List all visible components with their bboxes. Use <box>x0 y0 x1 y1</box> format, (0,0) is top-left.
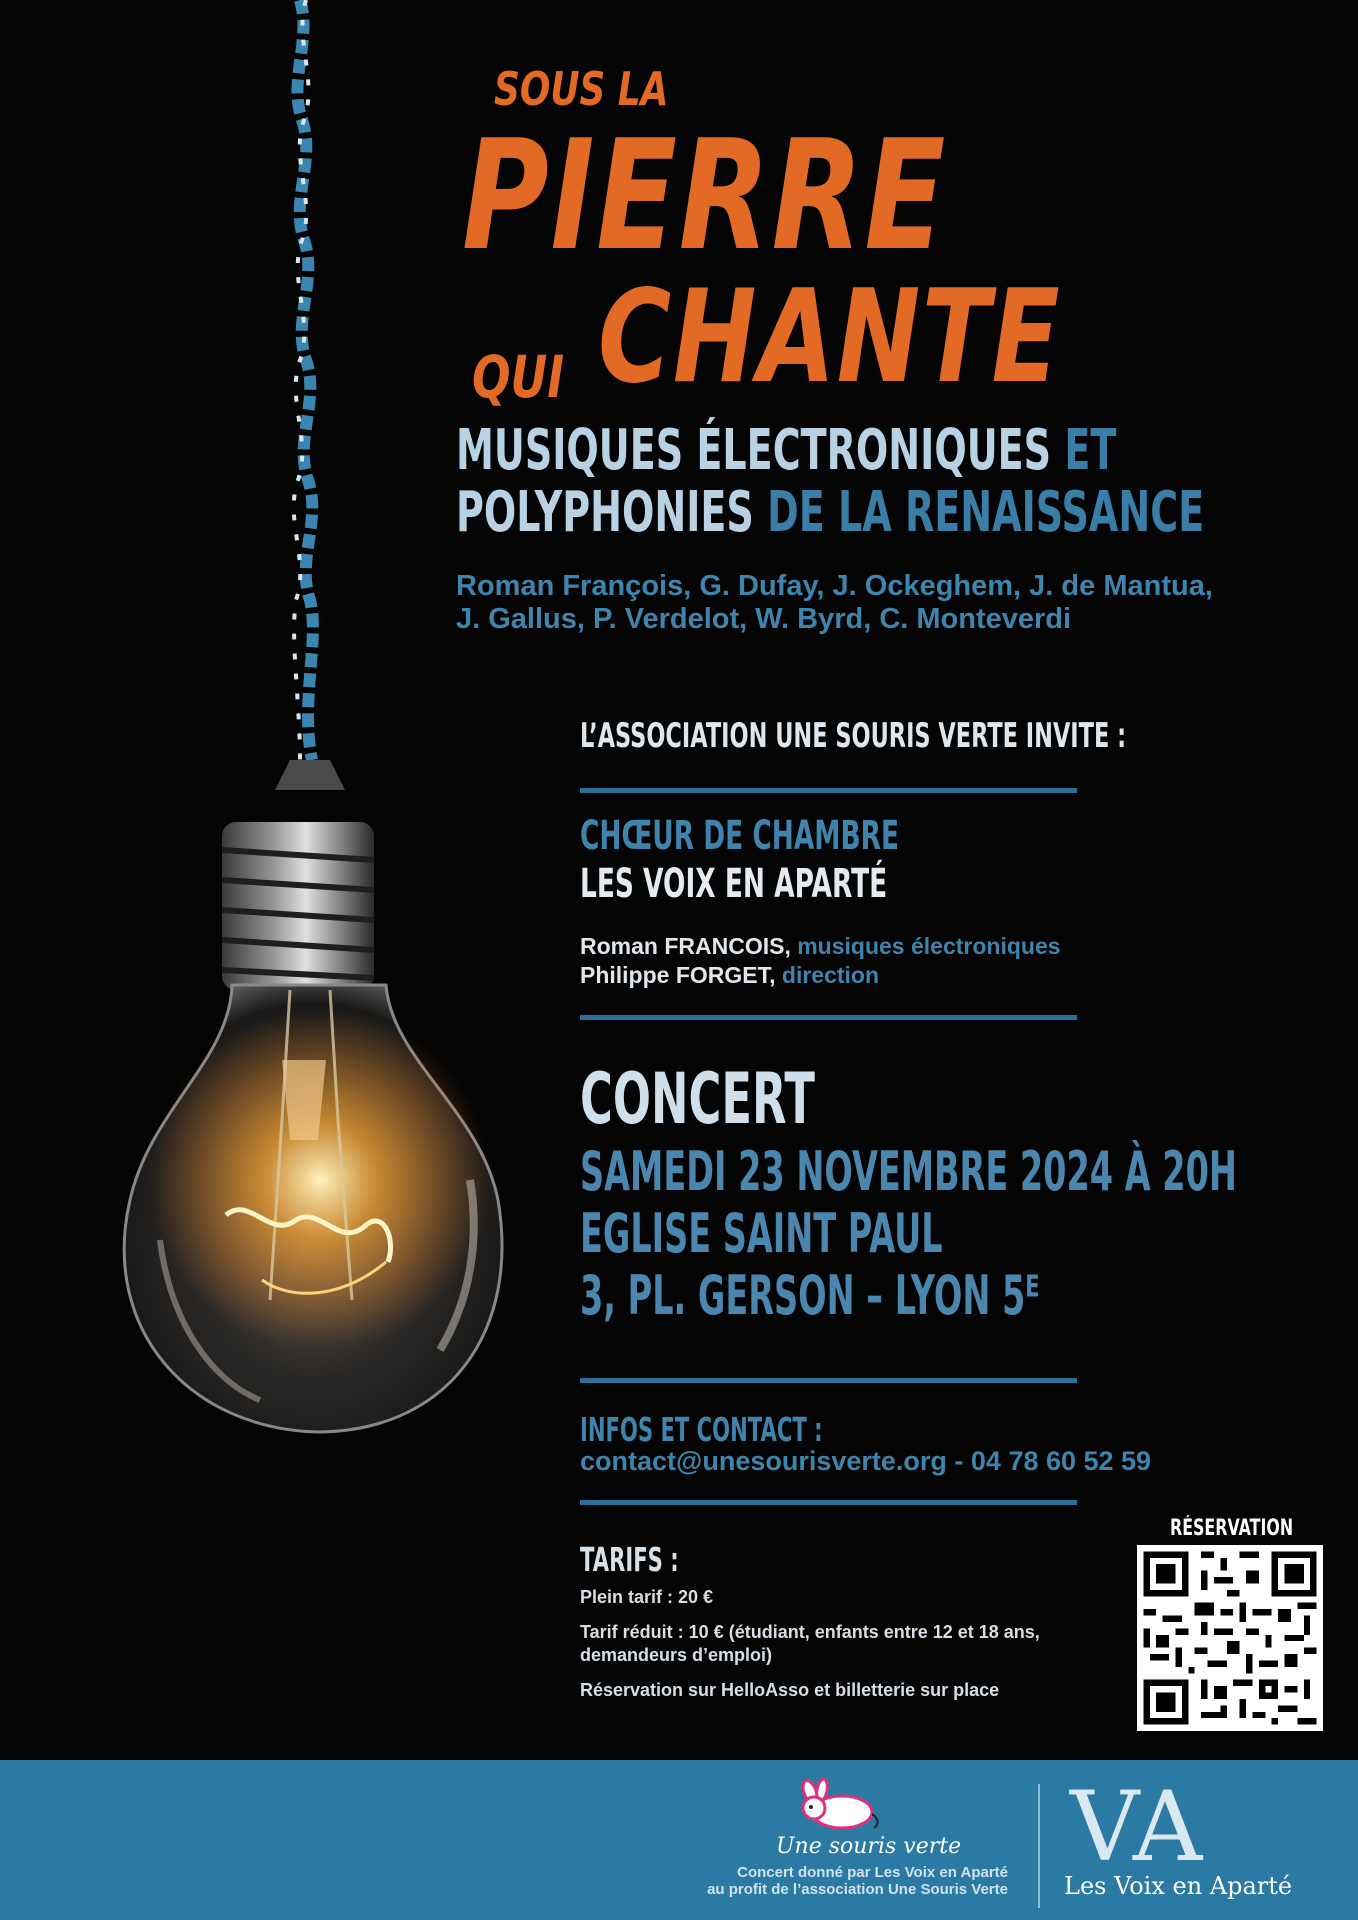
footer-bar <box>0 1760 1358 1920</box>
reservation-label: RÉSERVATION <box>1170 1516 1294 1541</box>
performer-2-name: Philippe FORGET, <box>580 962 776 988</box>
footer-note-line-1: Concert donné par Les Voix en Aparté <box>737 1864 1008 1881</box>
concert-date: SAMEDI 23 NOVEMBRE 2024 À 20H <box>580 1140 1237 1203</box>
title-line-1: SOUS LA <box>494 62 669 116</box>
concert-venue: EGLISE SAINT PAUL <box>580 1202 943 1265</box>
tarif-reduit-2: demandeurs d’emploi) <box>580 1645 773 1665</box>
choir-name: LES VOIX EN APARTÉ <box>580 861 888 907</box>
footer-note-line-2: au profit de l’association Une Souris Verte <box>707 1881 1008 1898</box>
concert-label: CONCERT <box>580 1058 815 1140</box>
divider-1 <box>580 788 1077 793</box>
tarifs-label: TARIFS : <box>580 1540 679 1579</box>
poster-subtitle <box>456 420 1316 544</box>
invite-text: L’ASSOCIATION UNE SOURIS VERTE INVITE : <box>580 716 1127 756</box>
performer-2-role: direction <box>781 962 880 988</box>
reservation-qr-code[interactable] <box>1137 1545 1323 1731</box>
title-line-3a: QUI <box>472 343 565 411</box>
performer-1-role: musiques électroniques <box>797 933 1061 959</box>
performer-1 <box>580 932 1280 961</box>
subtitle-line1-light: MUSIQUES ÉLECTRONIQUES <box>456 418 1052 483</box>
performer-2 <box>580 961 1280 990</box>
infos-label: INFOS ET CONTACT : <box>580 1410 823 1449</box>
mouse-logo-text: Une souris verte <box>776 1834 962 1859</box>
divider-3 <box>580 1378 1077 1383</box>
va-logo-letters: VA <box>1070 1772 1203 1872</box>
footer-note <box>707 1864 1008 1898</box>
composers-line-1: Roman François, G. Dufay, J. Ockeghem, J. de Mantua, <box>456 570 1213 602</box>
subtitle-line2-blue: DE LA RENAISSANCE <box>767 480 1205 545</box>
choir-type: CHŒUR DE CHAMBRE <box>580 813 900 859</box>
composers-list <box>456 570 1336 636</box>
performer-1-name: Roman FRANCOIS, <box>580 933 791 959</box>
title-line-2: PIERRE <box>462 107 947 284</box>
divider-2 <box>580 1015 1077 1020</box>
tarif-plein: Plein tarif : 20 € <box>580 1587 714 1607</box>
divider-4 <box>580 1500 1077 1505</box>
mouse-logo-icon <box>796 1778 882 1834</box>
title-line-3b: CHANTE <box>598 263 1062 412</box>
contact-line: contact@unesourisverte.org - 04 78 60 52 59 <box>580 1446 1152 1476</box>
va-logo-name: Les Voix en Aparté <box>1064 1872 1293 1900</box>
subtitle-line1-blue: ET <box>1064 418 1117 483</box>
footer-divider <box>1038 1784 1040 1908</box>
composers-line-2: J. Gallus, P. Verdelot, W. Byrd, C. Monteverdi <box>456 603 1072 635</box>
tarif-reduit-1: Tarif réduit : 10 € (étudiant, enfants entre 12 et 18 ans, <box>580 1622 1040 1642</box>
tarif-reservation: Réservation sur HelloAsso et billetterie sur place <box>580 1680 1000 1700</box>
va-logo-icon <box>1062 1772 1222 1872</box>
concert-address: 3, PL. GERSON – LYON 5ᴱ <box>580 1264 1040 1327</box>
subtitle-line2-light: POLYPHONIES <box>456 480 754 545</box>
